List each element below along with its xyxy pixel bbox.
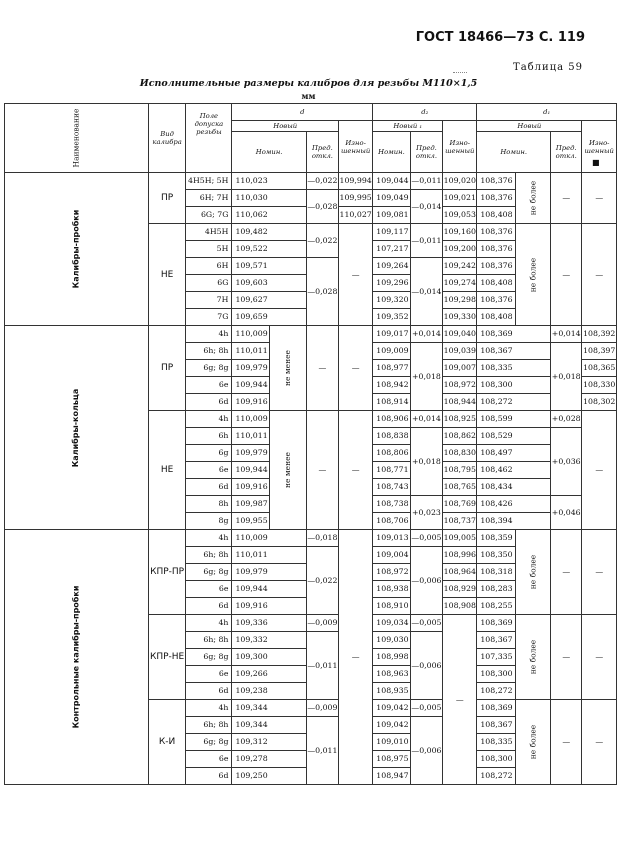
d2-worn: 108,908: [443, 598, 477, 615]
group-label: Калибры-пробки: [5, 173, 149, 326]
d-nominal: 109,312: [232, 734, 306, 751]
group-label: Калибры-кольца: [5, 326, 149, 530]
d-nominal: 110,062: [232, 207, 306, 224]
d2-nominal: 109,009: [373, 343, 410, 360]
tolerance-field: 6g; 8g: [186, 649, 232, 666]
tolerance-field: 6d: [186, 598, 232, 615]
d-nominal: 109,603: [232, 275, 306, 292]
d2-tolerance: —0,006: [410, 547, 443, 615]
d1-tolerance: +0,046: [551, 496, 582, 530]
gauge-type: КПР-ПР: [148, 530, 186, 615]
d1-nominal: 108,272: [477, 394, 551, 411]
d-nominal: 109,344: [232, 700, 306, 717]
tolerance-field: 5H: [186, 241, 232, 258]
d2-tolerance: +0,018: [410, 428, 443, 496]
d2-worn: —: [443, 615, 477, 785]
d-nominal: 109,344: [232, 717, 306, 734]
d1-worn: 108,397: [582, 343, 617, 360]
gauge-type: НЕ: [148, 411, 186, 530]
tolerance-field: 7G: [186, 309, 232, 326]
d1-worn: 108,392: [582, 326, 617, 343]
d2-nominal: 109,042: [373, 717, 410, 734]
tolerance-field: 6h; 8h: [186, 632, 232, 649]
d1-tolerance: +0,018: [551, 343, 582, 411]
d2-nominal: 108,738: [373, 496, 410, 513]
d-nominal: 110,009: [232, 530, 306, 547]
d-tolerance: —0,028: [306, 190, 338, 224]
margin-mark: [453, 72, 467, 73]
tolerance-field: 6H: [186, 258, 232, 275]
d2-nominal: 109,264: [373, 258, 410, 275]
col-d2-tol: Пред. откл.: [410, 132, 443, 173]
tolerance-field: 6e: [186, 751, 232, 768]
col-d-tol: Пред. откл.: [306, 132, 338, 173]
d1-nominal: 108,376: [477, 190, 515, 207]
tolerance-field: 6d: [186, 683, 232, 700]
d-worn: —: [338, 224, 372, 326]
d1-worn: —: [582, 530, 617, 615]
d2-worn: 108,830: [443, 445, 477, 462]
d1-worn: 108,365: [582, 360, 617, 377]
d1-nominal: 108,255: [477, 598, 515, 615]
d2-worn: 108,737: [443, 513, 477, 530]
d1-tolerance: +0,028: [551, 411, 582, 428]
d1-nominal: 108,408: [477, 207, 515, 224]
d2-nominal: 109,010: [373, 734, 410, 751]
d1-worn: 108,330: [582, 377, 617, 394]
data-table: [4, 103, 617, 785]
tolerance-field: 6h; 8h: [186, 343, 232, 360]
d1-nominal: 108,369: [477, 700, 515, 717]
d2-nominal: 109,117: [373, 224, 410, 241]
tolerance-field: 6g; 8g: [186, 564, 232, 581]
d-nominal: 109,944: [232, 581, 306, 598]
d-tolerance: —: [306, 326, 338, 411]
col-d2: d₂: [373, 104, 477, 121]
d-nominal: 109,332: [232, 632, 306, 649]
ne-bolee: не более: [515, 173, 551, 224]
d2-worn: 108,972: [443, 377, 477, 394]
d1-nominal: 108,335: [477, 734, 515, 751]
tolerance-field: 4H5H; 5H: [186, 173, 232, 190]
d2-worn: 109,007: [443, 360, 477, 377]
table-number: Таблица 59: [513, 62, 583, 73]
d2-worn: 109,330: [443, 309, 477, 326]
d2-worn: 108,769: [443, 496, 477, 513]
tolerance-field: 6h; 8h: [186, 717, 232, 734]
d1-nominal: 108,376: [477, 241, 515, 258]
d1-nominal: 108,497: [477, 445, 551, 462]
tolerance-field: 6e: [186, 377, 232, 394]
col-d1: d₁: [477, 104, 617, 121]
tolerance-field: 4h: [186, 615, 232, 632]
tolerance-field: 6g: [186, 445, 232, 462]
d2-worn: 109,200: [443, 241, 477, 258]
tolerance-field: 6h: [186, 428, 232, 445]
d1-nominal: 108,300: [477, 751, 515, 768]
d2-tolerance: —0,014: [410, 258, 443, 326]
d-nominal: 109,979: [232, 564, 306, 581]
d1-nominal: 108,283: [477, 581, 515, 598]
d2-nominal: 109,034: [373, 615, 410, 632]
d2-worn: 109,274: [443, 275, 477, 292]
d2-worn: 108,765: [443, 479, 477, 496]
d2-nominal: 109,081: [373, 207, 410, 224]
gauge-type: КПР-НЕ: [148, 615, 186, 700]
d-nominal: 110,009: [232, 411, 269, 428]
gauge-type: К-И: [148, 700, 186, 785]
d-nominal: 109,300: [232, 649, 306, 666]
d-worn: —: [338, 530, 372, 785]
d1-tolerance: —: [551, 615, 582, 700]
tolerance-field: 6d: [186, 768, 232, 785]
d1-nominal: 108,335: [477, 360, 551, 377]
d2-tolerance: +0,018: [410, 343, 443, 411]
d2-worn: 109,005: [443, 530, 477, 547]
d-nominal: 109,571: [232, 258, 306, 275]
d2-nominal: 109,042: [373, 700, 410, 717]
d2-worn: 108,925: [443, 411, 477, 428]
d2-nominal: 107,217: [373, 241, 410, 258]
d1-nominal: 108,369: [477, 615, 515, 632]
d-nominal: 109,238: [232, 683, 306, 700]
d2-worn: 109,020: [443, 173, 477, 190]
d-worn: 110,027: [338, 207, 372, 224]
col-d1-tol: Пред. откл.: [551, 132, 582, 173]
ne-bolee: не более: [515, 530, 551, 615]
d1-nominal: 108,272: [477, 768, 515, 785]
d-worn: 109,994: [338, 173, 372, 190]
tolerance-field: 6H; 7H: [186, 190, 232, 207]
d2-nominal: 108,771: [373, 462, 410, 479]
tolerance-field: 7H: [186, 292, 232, 309]
tolerance-field: 8h: [186, 496, 232, 513]
d1-nominal: 107,335: [477, 649, 515, 666]
d2-worn: 108,964: [443, 564, 477, 581]
d2-nominal: 108,938: [373, 581, 410, 598]
d1-nominal: 108,408: [477, 309, 515, 326]
d-worn: 109,995: [338, 190, 372, 207]
d2-nominal: 109,004: [373, 547, 410, 564]
d-tolerance: —0,022: [306, 173, 338, 190]
d1-nominal: 108,376: [477, 173, 515, 190]
d-nominal: 110,011: [232, 547, 306, 564]
d-nominal: 109,278: [232, 751, 306, 768]
d1-worn: 108,302: [582, 394, 617, 411]
d-nominal: 109,916: [232, 479, 269, 496]
tolerance-field: 4h: [186, 326, 232, 343]
d1-nominal: 108,367: [477, 343, 551, 360]
d-tolerance: —0,028: [306, 258, 338, 326]
d-nominal: 109,955: [232, 513, 269, 530]
gauge-type: ПР: [148, 326, 186, 411]
standard-header: ГОСТ 18466—73 С. 119: [415, 30, 585, 45]
tolerance-field: 6G: [186, 275, 232, 292]
col-vid: Вид калибра: [148, 104, 186, 173]
d1-nominal: 108,434: [477, 479, 551, 496]
units-label: мм: [301, 91, 316, 101]
d1-worn: —: [582, 615, 617, 700]
d-nominal: 109,979: [232, 445, 269, 462]
d-nominal: 110,023: [232, 173, 306, 190]
d1-nominal: 108,367: [477, 717, 515, 734]
d2-worn: 109,040: [443, 326, 477, 343]
d1-nominal: 108,350: [477, 547, 515, 564]
gauge-type: НЕ: [148, 224, 186, 326]
d2-nominal: 108,963: [373, 666, 410, 683]
col-d2-new: Новый ₁: [373, 121, 443, 132]
d1-nominal: 108,599: [477, 411, 551, 428]
d1-tolerance: +0,036: [551, 428, 582, 496]
d2-nominal: 108,998: [373, 649, 410, 666]
tolerance-field: 4h: [186, 700, 232, 717]
d2-nominal: 108,906: [373, 411, 410, 428]
d-worn: —: [338, 411, 372, 530]
d2-nominal: 108,743: [373, 479, 410, 496]
tolerance-field: 6d: [186, 394, 232, 411]
d1-nominal: 108,300: [477, 666, 515, 683]
d1-worn: —: [582, 700, 617, 785]
d-tolerance: —0,018: [306, 530, 338, 547]
d2-tolerance: —0,005: [410, 530, 443, 547]
d2-tolerance: —0,006: [410, 717, 443, 785]
d-tolerance: —0,022: [306, 547, 338, 615]
d-tolerance: —0,009: [306, 615, 338, 632]
d2-worn: 109,160: [443, 224, 477, 241]
d2-tolerance: —0,006: [410, 632, 443, 700]
d1-nominal: 108,529: [477, 428, 551, 445]
d1-nominal: 108,394: [477, 513, 551, 530]
d-nominal: 109,266: [232, 666, 306, 683]
d1-nominal: 108,408: [477, 275, 515, 292]
tolerance-field: 6e: [186, 581, 232, 598]
d1-worn: —: [582, 411, 617, 530]
d2-worn: 109,021: [443, 190, 477, 207]
d2-nominal: 108,947: [373, 768, 410, 785]
tolerance-field: 4h: [186, 530, 232, 547]
d-nominal: 109,627: [232, 292, 306, 309]
d2-tolerance: —0,005: [410, 700, 443, 717]
d1-nominal: 108,376: [477, 292, 515, 309]
d-nominal: 110,030: [232, 190, 306, 207]
d2-nominal: 109,017: [373, 326, 410, 343]
col-d2-worn: Изно-шенный: [443, 121, 477, 173]
ne-bolee: не более: [515, 224, 551, 326]
d2-nominal: 109,049: [373, 190, 410, 207]
d1-tolerance: —: [551, 173, 582, 224]
d2-tolerance: —0,005: [410, 615, 443, 632]
col-d1-worn: Изно-шенный: [582, 121, 617, 173]
col-d-nom: Номин.: [232, 132, 306, 173]
d2-nominal: 108,975: [373, 751, 410, 768]
tolerance-field: 6G; 7G: [186, 207, 232, 224]
d1-nominal: 108,272: [477, 683, 515, 700]
col-d1-nom: Номин.: [477, 132, 551, 173]
d1-nominal: 108,462: [477, 462, 551, 479]
d2-nominal: 108,977: [373, 360, 410, 377]
d1-worn: —: [582, 224, 617, 326]
d2-nominal: 109,352: [373, 309, 410, 326]
d2-tolerance: +0,014: [410, 411, 443, 428]
d1-worn: —: [582, 173, 617, 224]
gauge-type: ПР: [148, 173, 186, 224]
d2-nominal: 109,320: [373, 292, 410, 309]
col-d-worn: Изно-шенный: [338, 121, 372, 173]
d1-tolerance: —: [551, 530, 582, 615]
d2-nominal: 108,914: [373, 394, 410, 411]
d2-tolerance: —0,011: [410, 224, 443, 258]
d-nominal: 109,659: [232, 309, 306, 326]
col-d1-new: Новый: [477, 121, 582, 132]
d1-nominal: 108,300: [477, 377, 551, 394]
d2-nominal: 109,296: [373, 275, 410, 292]
d2-worn: 108,862: [443, 428, 477, 445]
d-tolerance: —0,022: [306, 224, 338, 258]
d1-tolerance: +0,014: [551, 326, 582, 343]
d-nominal: 109,979: [232, 360, 269, 377]
d1-nominal: 108,426: [477, 496, 551, 513]
d-nominal: 109,482: [232, 224, 306, 241]
d1-nominal: 108,376: [477, 258, 515, 275]
d2-worn: 109,053: [443, 207, 477, 224]
d2-worn: 108,944: [443, 394, 477, 411]
tolerance-field: 6g; 8g: [186, 734, 232, 751]
d2-nominal: 109,030: [373, 632, 410, 649]
d-nominal: 109,522: [232, 241, 306, 258]
d1-tolerance: —: [551, 700, 582, 785]
d-tolerance: —: [306, 411, 338, 530]
tolerance-field: 6e: [186, 462, 232, 479]
col-d: d: [232, 104, 373, 121]
tolerance-field: 6d: [186, 479, 232, 496]
d-nominal: 110,011: [232, 343, 269, 360]
d2-worn: 109,039: [443, 343, 477, 360]
tolerance-field: 8g: [186, 513, 232, 530]
d-tolerance: —0,011: [306, 717, 338, 785]
d-nominal: 109,944: [232, 377, 269, 394]
tolerance-field: 4h: [186, 411, 232, 428]
d2-nominal: 108,942: [373, 377, 410, 394]
d2-nominal: 108,806: [373, 445, 410, 462]
col-naimen: Наименование: [5, 104, 149, 173]
d2-nominal: 109,044: [373, 173, 410, 190]
d2-worn: 108,795: [443, 462, 477, 479]
d2-nominal: 108,910: [373, 598, 410, 615]
d2-tolerance: +0,023: [410, 496, 443, 530]
d-nominal: 109,916: [232, 598, 306, 615]
tolerance-field: 6g; 8g: [186, 360, 232, 377]
d-tolerance: —0,011: [306, 632, 338, 700]
d2-nominal: 108,935: [373, 683, 410, 700]
ne-bolee: не более: [515, 615, 551, 700]
col-d2-nom: Номин.: [373, 132, 410, 173]
d-nominal: 109,916: [232, 394, 269, 411]
d2-tolerance: —0,011: [410, 173, 443, 190]
ne-menee: не менее: [269, 411, 306, 530]
d1-nominal: 108,359: [477, 530, 515, 547]
d2-nominal: 108,972: [373, 564, 410, 581]
d-nominal: 110,011: [232, 428, 269, 445]
d-nominal: 109,336: [232, 615, 306, 632]
d-nominal: 109,987: [232, 496, 269, 513]
d2-nominal: 108,706: [373, 513, 410, 530]
d1-tolerance: —: [551, 224, 582, 326]
d2-tolerance: +0,014: [410, 326, 443, 343]
d-worn: —: [338, 326, 372, 411]
col-pole: Поле допуска резьбы: [186, 104, 232, 173]
margin-bullet: ■: [592, 158, 600, 167]
d1-nominal: 108,369: [477, 326, 551, 343]
d-nominal: 109,250: [232, 768, 306, 785]
d-nominal: 110,009: [232, 326, 269, 343]
d2-worn: 109,298: [443, 292, 477, 309]
d1-nominal: 108,367: [477, 632, 515, 649]
group-label: Контрольные калибры-пробки: [5, 530, 149, 785]
col-d-new: Новый: [232, 121, 339, 132]
tolerance-field: 6h; 8h: [186, 547, 232, 564]
d2-nominal: 109,013: [373, 530, 410, 547]
d-nominal: 109,944: [232, 462, 269, 479]
d2-tolerance: —0,014: [410, 190, 443, 224]
ne-bolee: не более: [515, 700, 551, 785]
d2-worn: 108,929: [443, 581, 477, 598]
d-tolerance: —0,009: [306, 700, 338, 717]
d1-nominal: 108,318: [477, 564, 515, 581]
d2-nominal: 108,838: [373, 428, 410, 445]
ne-menee: не менее: [269, 326, 306, 411]
d2-worn: 108,996: [443, 547, 477, 564]
d1-nominal: 108,376: [477, 224, 515, 241]
tolerance-field: 4H5H: [186, 224, 232, 241]
tolerance-field: 6e: [186, 666, 232, 683]
table-title: Исполнительные размеры калибров для резьбы М110×1,5: [139, 78, 478, 89]
d2-worn: 109,242: [443, 258, 477, 275]
